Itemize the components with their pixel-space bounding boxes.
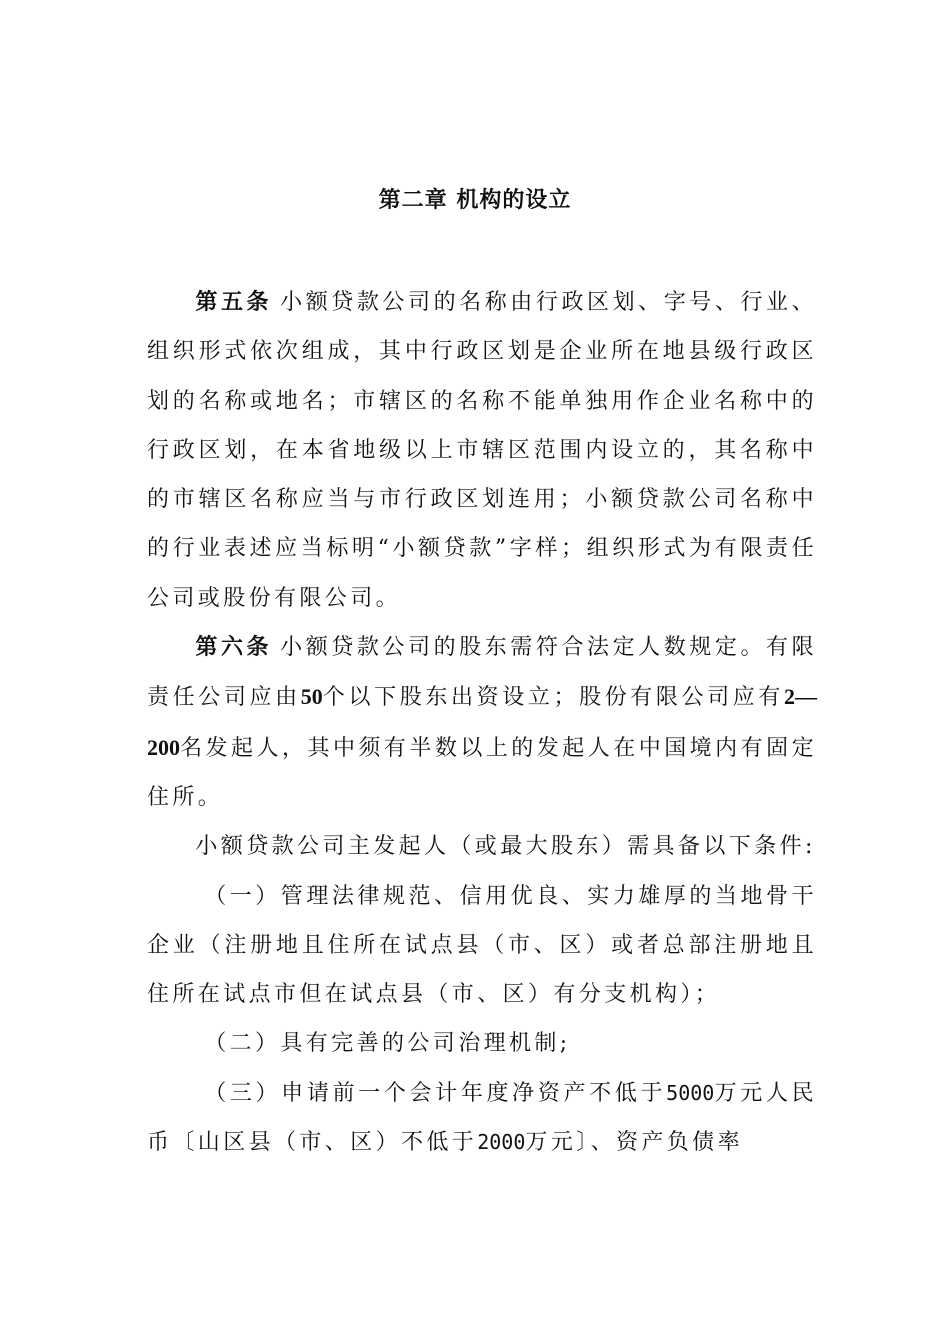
condition-item-3-text-a: （三）申请前一个会计年度净资产不低于 xyxy=(204,1080,667,1106)
article-6-text-c: 名发起人，其中须有半数以上的发起人在中国境内有固定住所。 xyxy=(147,735,817,810)
article-6-text-b: 个以下股东出资设立；股份有限公司应有 xyxy=(322,685,785,711)
net-assets-threshold: 5000 xyxy=(666,1080,715,1105)
document-body xyxy=(147,278,817,1167)
condition-item-3-text-c: 万元〕、资产负债率 xyxy=(525,1130,743,1156)
condition-item-3 xyxy=(147,1069,817,1168)
article-5-text: 小额贷款公司的名称由行政区划、字号、行业、组织形式依次组成，其中行政区划是企业所在地县级行政区划的名称或地名；市辖区的名称不能单独用作企业名称中的行政区划，在本省地级以上市辖区范围内设立的，其名称中的市辖区名称应当与市行政区划连用；小额贷款公司名称中的行业表述应当标明“小额贷款”字样；组织形式为有限责任公司或股份有限公司。 xyxy=(147,290,818,611)
article-6-paragraph xyxy=(147,623,817,822)
condition-item-3-text-b: 万元人民币〔山区县（市、区）不低于 xyxy=(147,1080,818,1156)
condition-item-2: （二）具有完善的公司治理机制; xyxy=(204,1031,571,1057)
article-5-paragraph xyxy=(147,278,817,623)
article-6-text-a: 小额贷款公司的股东需符合法定人数规定。有限责任公司应由 xyxy=(147,635,818,711)
conditions-intro: 小额贷款公司主发起人（或最大股东）需具备以下条件: xyxy=(195,834,816,860)
article-6-founder-count: 2—200 xyxy=(147,684,818,760)
article-6-shareholder-count: 50 xyxy=(300,684,323,710)
article-6-heading: 第六条 xyxy=(195,634,273,661)
article-5-heading: 第五条 xyxy=(195,289,273,315)
condition-item-1: （一）管理法律规范、信用优良、实力雄厚的当地骨干企业（注册地且住所在试点县（市、区）或者总部注册地且住所在试点市但在试点县（市、区）有分支机构）； xyxy=(147,883,817,1008)
chapter-title: 第二章 机构的设立 xyxy=(378,187,572,213)
mountain-county-threshold: 2000 xyxy=(477,1130,526,1155)
